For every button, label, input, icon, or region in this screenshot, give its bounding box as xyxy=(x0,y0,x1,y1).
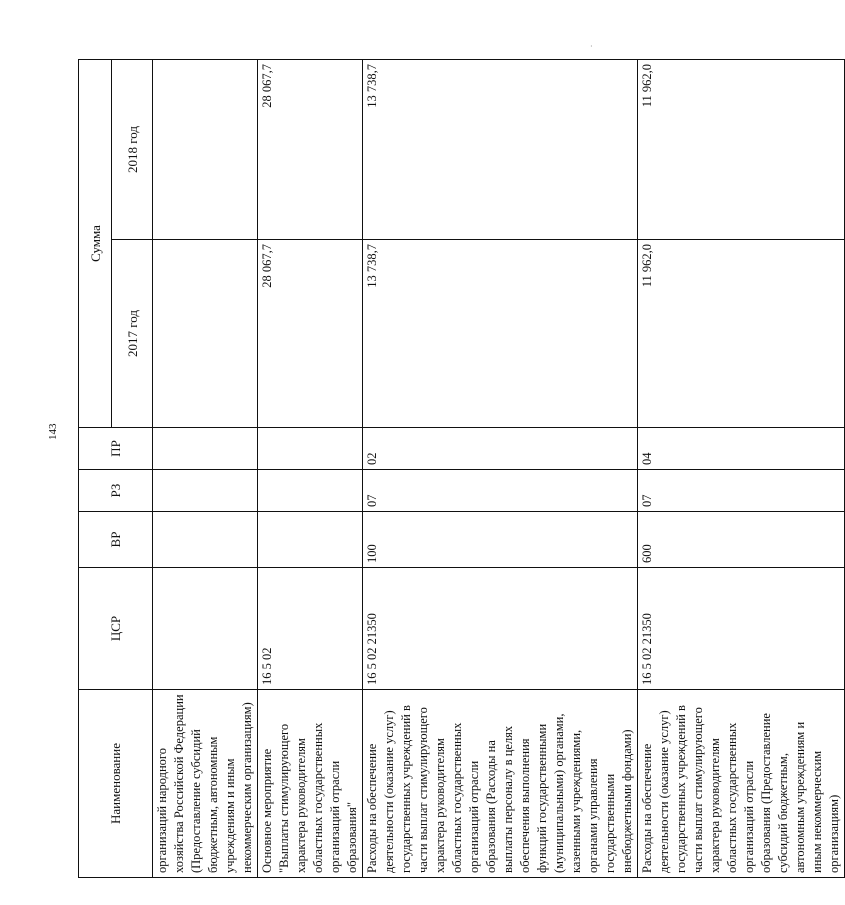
row-rz xyxy=(153,470,258,512)
row-vr xyxy=(258,512,363,568)
row-name: Расходы на обеспечение деятельности (оказание услуг) государственных учреждений в части выплат стимулирующего характера руководителям областных государственных организаций отрасли образования (Расходы на выплаты персоналу в целях обеспечения выполнения функций государственными (муниципальными) органами, казенными учреждениями, органами управления государственными внебюджетными фондами) xyxy=(363,690,638,878)
header-rz: РЗ xyxy=(79,470,153,512)
header-sum: Сумма xyxy=(79,60,112,428)
row-sum-2018: 11 962,0 xyxy=(638,60,845,240)
rotated-page-content xyxy=(78,60,841,878)
header-pr: ПР xyxy=(79,428,153,470)
page-number: 143 xyxy=(47,423,59,440)
row-pr xyxy=(153,428,258,470)
header-name: Наименование xyxy=(79,690,153,878)
row-vr xyxy=(153,512,258,568)
row-csr: 16 5 02 21350 xyxy=(638,568,845,690)
scan-mark: · xyxy=(590,42,593,51)
row-pr: 02 xyxy=(363,428,638,470)
table-row xyxy=(258,60,363,878)
row-sum-2018: 13 738,7 xyxy=(363,60,638,240)
row-rz: 07 xyxy=(638,470,845,512)
header-csr: ЦСР xyxy=(79,568,153,690)
row-pr xyxy=(258,428,363,470)
header-2017: 2017 год xyxy=(112,240,153,428)
header-vr: ВР xyxy=(79,512,153,568)
budget-table xyxy=(78,59,845,878)
row-vr: 600 xyxy=(638,512,845,568)
row-csr: 16 5 02 xyxy=(258,568,363,690)
table-row xyxy=(153,60,258,878)
row-sum-2017 xyxy=(153,240,258,428)
row-vr: 100 xyxy=(363,512,638,568)
row-name: организаций народного хозяйства Российской Федерации (Предоставление субсидий бюджетным, автономным учреждениям и иным некоммерческим организациям) xyxy=(153,690,258,878)
row-name: Основное мероприятие "Выплаты стимулирующего характера руководителям областных государственных организаций отрасли образования" xyxy=(258,690,363,878)
row-csr: 16 5 02 21350 xyxy=(363,568,638,690)
row-sum-2017: 28 067,7 xyxy=(258,240,363,428)
row-sum-2017: 11 962,0 xyxy=(638,240,845,428)
row-pr: 04 xyxy=(638,428,845,470)
table-row xyxy=(363,60,638,878)
row-rz xyxy=(258,470,363,512)
row-csr xyxy=(153,568,258,690)
row-sum-2017: 13 738,7 xyxy=(363,240,638,428)
row-rz: 07 xyxy=(363,470,638,512)
row-sum-2018 xyxy=(153,60,258,240)
header-2018: 2018 год xyxy=(112,60,153,240)
row-sum-2018: 28 067,7 xyxy=(258,60,363,240)
table-row xyxy=(638,60,845,878)
row-name: Расходы на обеспечение деятельности (оказание услуг) государственных учреждений в части выплат стимулирующего характера руководителям областных государственных организаций отрасли образования (Предоставление субсидий бюджетным, автономным учреждениям и иным некоммерческим организациям) xyxy=(638,690,845,878)
